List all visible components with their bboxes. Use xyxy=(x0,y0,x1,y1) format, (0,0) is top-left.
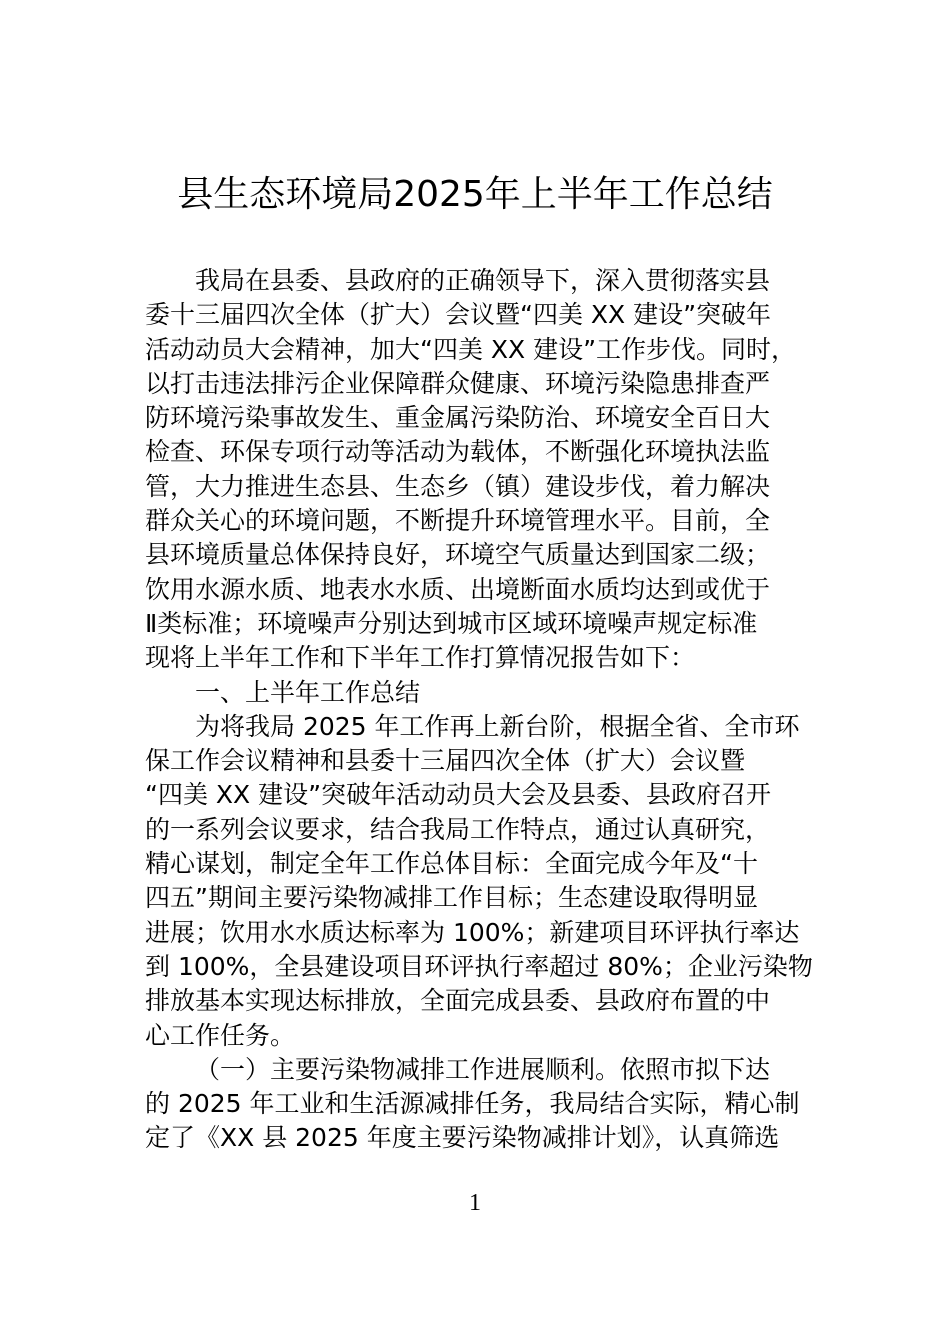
body-line: 为将我局 2025 年工作再上新台阶，根据全省、全市环 xyxy=(195,711,800,741)
body-line: 定了《XX 县 2025 年度主要污染物减排计划》，认真筛选 xyxy=(145,1123,780,1153)
body-line: 到 100%，全县建设项目环评执行率超过 80%；企业污染物 xyxy=(145,951,813,981)
body-line: 检查、环保专项行动等活动为载体，不断强化环境执法监 xyxy=(145,437,771,467)
document-title: 县生态环境局2025年上半年工作总结 xyxy=(177,174,773,215)
body-line: 防环境污染事故发生、重金属污染防治、环境安全百日大 xyxy=(145,403,771,433)
page-number: 1 xyxy=(469,1190,481,1216)
body-line: 管，大力推进生态县、生态乡（镇）建设步伐，着力解决 xyxy=(145,471,771,501)
body-line: 保工作会议精神和县委十三届四次全体（扩大）会议暨 xyxy=(145,746,746,776)
section-heading: 一、上半年工作总结 xyxy=(195,677,421,707)
body-line: 我局在县委、县政府的正确领导下，深入贯彻落实县 xyxy=(195,266,771,295)
body-line: 以打击违法排污企业保障群众健康、环境污染隐患排查严 xyxy=(145,368,771,398)
body-line: 委十三届四次全体（扩大）会议暨“四美 XX 建设”突破年 xyxy=(145,300,772,330)
body-line: 的 2025 年工业和生活源减排任务，我局结合实际，精心制 xyxy=(145,1089,800,1119)
body-line: 排放基本实现达标排放，全面完成县委、县政府布置的中 xyxy=(145,986,771,1016)
body-line: 群众关心的环境问题，不断提升环境管理水平。目前，全 xyxy=(145,506,771,536)
body-line: 现将上半年工作和下半年工作打算情况报告如下： xyxy=(145,643,696,673)
body-line: 饮用水源水质、地表水水质、出境断面水质均达到或优于 xyxy=(145,574,771,604)
body-line: 精心谋划，制定全年工作总体目标：全面完成今年及“十 xyxy=(145,849,758,879)
document-body xyxy=(145,264,815,1156)
body-line: 县环境质量总体保持良好，环境空气质量达到国家二级； xyxy=(145,540,771,570)
body-line: 心工作任务。 xyxy=(145,1020,296,1050)
body-line: 四五”期间主要污染物减排工作目标；生态建设取得明显 xyxy=(145,883,758,913)
body-line: 活动动员大会精神，加大“四美 XX 建设”工作步伐。同时， xyxy=(145,334,797,364)
body-line: 进展；饮用水水质达标率为 100%；新建项目环评执行率达 xyxy=(145,917,800,947)
body-line: “四美 XX 建设”突破年活动动员大会及县委、县政府召开 xyxy=(145,780,772,810)
body-line: 的一系列会议要求，结合我局工作特点，通过认真研究， xyxy=(145,814,771,844)
body-line: Ⅱ类标准；环境噪声分别达到城市区域环境噪声规定标准 xyxy=(145,608,758,638)
subsection-line: （一）主要污染物减排工作进展顺利。依照市拟下达 xyxy=(195,1054,771,1084)
